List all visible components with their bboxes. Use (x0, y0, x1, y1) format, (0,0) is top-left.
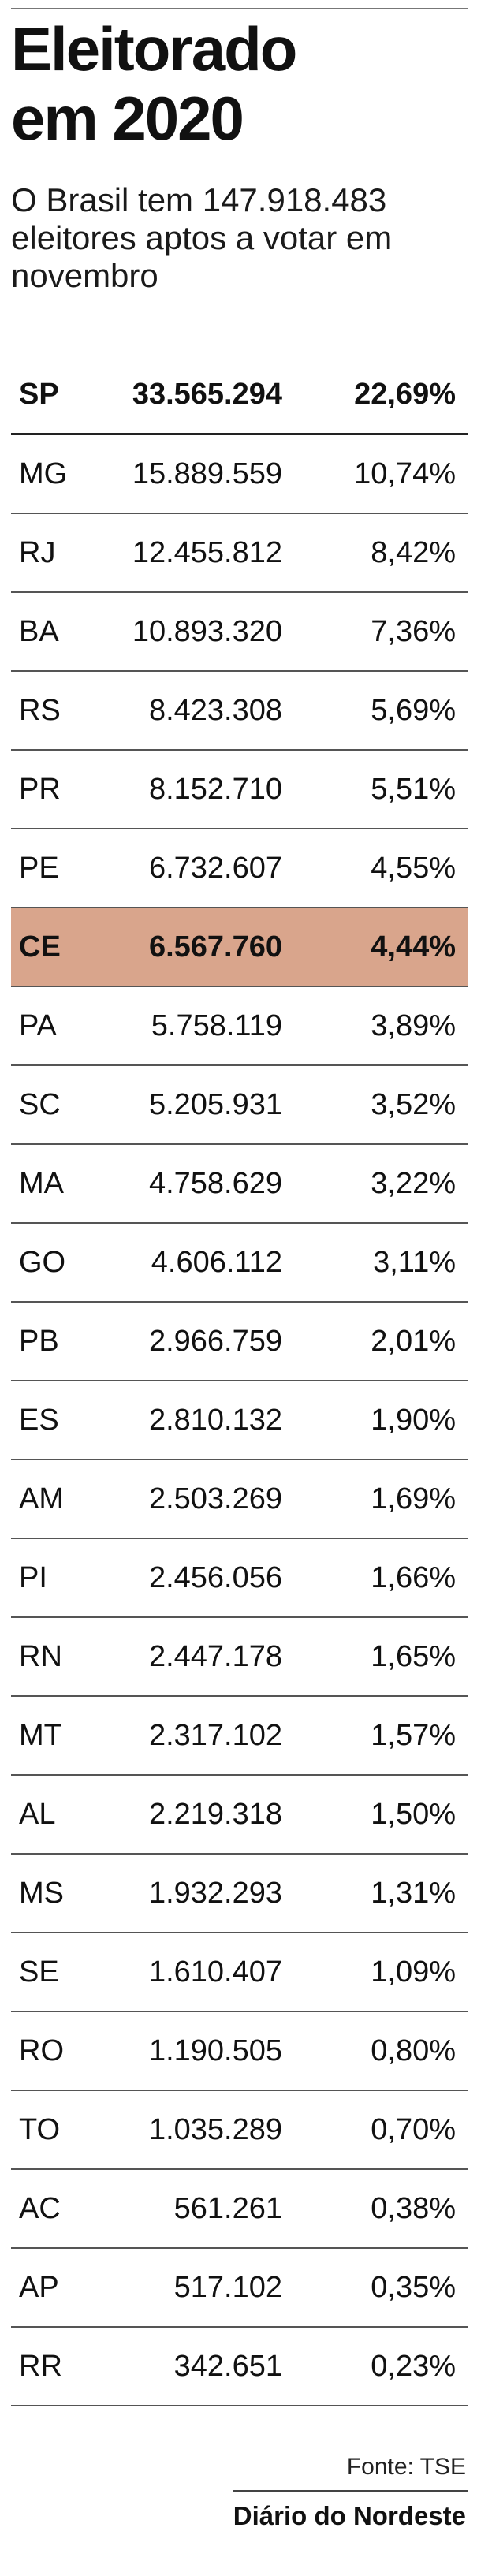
voter-share: 10,74% (354, 457, 456, 490)
voter-count: 8.152.710 (148, 772, 282, 806)
table-row (11, 1224, 468, 1303)
voter-count: 5.205.931 (148, 1087, 282, 1121)
voter-table (11, 356, 468, 2406)
voter-share: 1,50% (371, 1797, 456, 1831)
voter-count: 4.758.629 (148, 1166, 282, 1200)
voter-count: 2.503.269 (148, 1482, 282, 1515)
voter-count: 8.423.308 (148, 693, 282, 727)
voter-count: 2.219.318 (148, 1797, 282, 1831)
voter-count: 1.035.289 (148, 2112, 282, 2146)
voter-share: 1,57% (371, 1718, 456, 1752)
top-rule (11, 8, 468, 9)
voter-share: 4,44% (371, 930, 456, 964)
table-row (11, 1460, 468, 1539)
state-code: PI (19, 1560, 47, 1594)
voter-share: 1,90% (371, 1403, 456, 1437)
voter-count: 12.455.812 (132, 535, 282, 569)
state-code: RS (19, 693, 61, 727)
voter-share: 4,55% (371, 851, 456, 885)
state-code: SC (19, 1087, 61, 1121)
state-code: GO (19, 1245, 66, 1279)
voter-count: 561.261 (173, 2191, 282, 2225)
voter-count: 15.889.559 (132, 457, 282, 490)
state-code: AC (19, 2191, 61, 2225)
voter-count: 1.610.407 (148, 1955, 282, 1989)
voter-share: 1,65% (371, 1639, 456, 1673)
state-code: SE (19, 1955, 59, 1989)
voter-share: 0,35% (371, 2270, 456, 2304)
voter-count: 1.932.293 (148, 1876, 282, 1910)
source-note: Fonte: TSE (346, 2454, 466, 2480)
table-row (11, 435, 468, 514)
table-row (11, 2249, 468, 2328)
voter-count: 2.317.102 (148, 1718, 282, 1752)
state-code: PA (19, 1008, 57, 1042)
title-line-2: em 2020 (11, 84, 243, 153)
subtitle-line-2: eleitores aptos a votar em (11, 219, 393, 256)
voter-share: 1,69% (371, 1482, 456, 1515)
subtitle-line-1: O Brasil tem 147.918.483 (11, 181, 387, 218)
voter-share: 0,23% (371, 2349, 456, 2383)
state-code: BA (19, 614, 59, 648)
voter-share: 22,69% (354, 378, 456, 411)
table-row (11, 1539, 468, 1618)
table-row (11, 829, 468, 908)
title-line-1: Eleitorado (11, 14, 296, 84)
voter-count: 517.102 (173, 2270, 282, 2304)
voter-count: 2.810.132 (148, 1403, 282, 1437)
state-code: CE (19, 930, 61, 964)
state-code: MG (19, 457, 68, 490)
voter-count: 342.651 (173, 2349, 282, 2383)
table-row (11, 1776, 468, 1855)
table-row (11, 2091, 468, 2170)
voter-share: 1,66% (371, 1560, 456, 1594)
voter-count: 4.606.112 (151, 1245, 282, 1279)
voter-share: 8,42% (371, 535, 456, 569)
table-row (11, 751, 468, 829)
state-code: AL (19, 1797, 56, 1831)
footer-rule (233, 2490, 468, 2492)
brand-label: Diário do Nordeste (233, 2501, 466, 2530)
voter-share: 1,31% (371, 1876, 456, 1910)
table-row (11, 1381, 468, 1460)
voter-share: 0,70% (371, 2112, 456, 2146)
voter-count: 6.732.607 (148, 851, 282, 885)
voter-count: 2.966.759 (148, 1324, 282, 1358)
table-row (11, 1618, 468, 1697)
table-row (11, 987, 468, 1066)
table-row (11, 593, 468, 672)
state-code: MS (19, 1876, 64, 1910)
state-code: MA (19, 1166, 64, 1200)
table-row (11, 2170, 468, 2249)
voter-count: 1.190.505 (148, 2034, 282, 2067)
table-row (11, 1066, 468, 1145)
table-row (11, 1933, 468, 2012)
state-code: AM (19, 1482, 64, 1515)
table-row (11, 2328, 468, 2406)
voter-share: 2,01% (371, 1324, 456, 1358)
state-code: SP (19, 378, 59, 411)
state-code: TO (19, 2112, 61, 2146)
voter-share: 3,89% (371, 1008, 456, 1042)
state-code: PB (19, 1324, 59, 1358)
voter-count: 33.565.294 (132, 378, 282, 411)
state-code: MT (19, 1718, 62, 1752)
state-code: RR (19, 2349, 62, 2383)
voter-count: 5.758.119 (151, 1008, 282, 1042)
state-code: RO (19, 2034, 64, 2067)
voter-share: 3,52% (371, 1087, 456, 1121)
table-row (11, 1697, 468, 1776)
voter-count: 10.893.320 (132, 614, 282, 648)
state-code: AP (19, 2270, 59, 2304)
table-row (11, 1145, 468, 1224)
page-title (11, 14, 468, 153)
voter-count: 6.567.760 (148, 930, 282, 964)
voter-share: 5,51% (371, 772, 456, 806)
state-code: PE (19, 851, 59, 885)
table-row (11, 672, 468, 751)
table-row (11, 514, 468, 593)
table-row (11, 356, 468, 435)
voter-share: 1,09% (371, 1955, 456, 1989)
state-code: ES (19, 1403, 59, 1437)
voter-share: 0,38% (371, 2191, 456, 2225)
voter-share: 7,36% (371, 614, 456, 648)
state-code: RJ (19, 535, 56, 569)
voter-count: 2.456.056 (148, 1560, 282, 1594)
state-code: RN (19, 1639, 62, 1673)
table-row (11, 1303, 468, 1381)
voter-share: 0,80% (371, 2034, 456, 2067)
state-code: PR (19, 772, 61, 806)
voter-share: 3,22% (371, 1166, 456, 1200)
table-row (11, 2012, 468, 2091)
table-row (11, 1855, 468, 1933)
subtitle-line-3: novembro (11, 257, 158, 294)
subtitle (11, 181, 468, 295)
voter-count: 2.447.178 (148, 1639, 282, 1673)
voter-share: 3,11% (373, 1245, 456, 1279)
voter-share: 5,69% (371, 693, 456, 727)
table-row (11, 908, 468, 987)
